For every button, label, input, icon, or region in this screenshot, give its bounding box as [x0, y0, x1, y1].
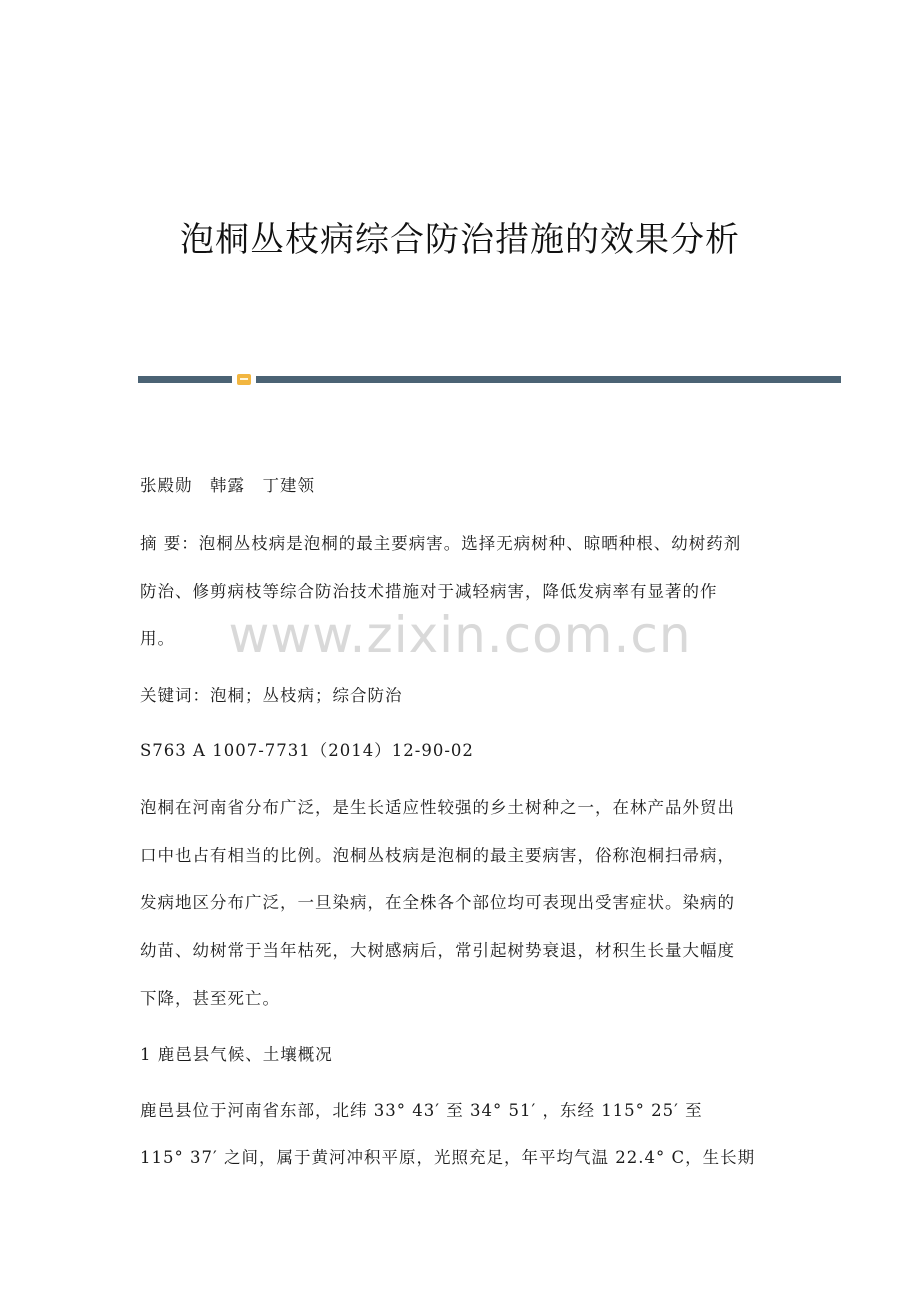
abstract-line-1: 摘 要：泡桐丛枝病是泡桐的最主要病害。选择无病树种、晾晒种根、幼树药剂: [140, 534, 742, 553]
intro-line-5: 下降，甚至死亡。: [140, 989, 280, 1008]
intro-line-4: 幼苗、幼树常于当年枯死，大树感病后，常引起树势衰退，材积生长量大幅度: [140, 941, 735, 960]
section-1-heading: 1 鹿邑县气候、土壤概况: [140, 1045, 333, 1064]
watermark: www.zixin.com.cn: [228, 606, 692, 664]
intro-line-1: 泡桐在河南省分布广泛，是生长适应性较强的乡土树种之一，在林产品外贸出: [140, 798, 735, 817]
classification-code: S763 A 1007-7731（2014）12-90-02: [140, 741, 474, 760]
title-divider: [138, 374, 841, 386]
abstract-line-2: 防治、修剪病枝等综合防治技术措施对于减轻病害，降低发病率有显著的作: [140, 582, 718, 601]
divider-ornament-icon: [237, 374, 251, 385]
keywords: 关键词：泡桐；丛枝病；综合防治: [140, 686, 403, 705]
abstract-line-3: 用。: [140, 629, 175, 648]
authors: 张殿勋 韩露 丁建领: [140, 476, 315, 495]
intro-line-2: 口中也占有相当的比例。泡桐丛枝病是泡桐的最主要病害，俗称泡桐扫帚病，: [140, 846, 735, 865]
document-title: 泡桐丛枝病综合防治措施的效果分析: [180, 220, 740, 260]
intro-line-3: 发病地区分布广泛，一旦染病，在全株各个部位均可表现出受害症状。染病的: [140, 893, 735, 912]
divider-bar-right: [256, 376, 841, 383]
section-1-line-1: 鹿邑县位于河南省东部，北纬 33° 43′ 至 34° 51′ ，东经 115° 25′ 至: [140, 1101, 703, 1120]
section-1-line-2: 115° 37′ 之间，属于黄河冲积平原，光照充足，年平均气温 22.4° C，生长期: [140, 1148, 756, 1167]
divider-bar-left: [138, 376, 232, 383]
